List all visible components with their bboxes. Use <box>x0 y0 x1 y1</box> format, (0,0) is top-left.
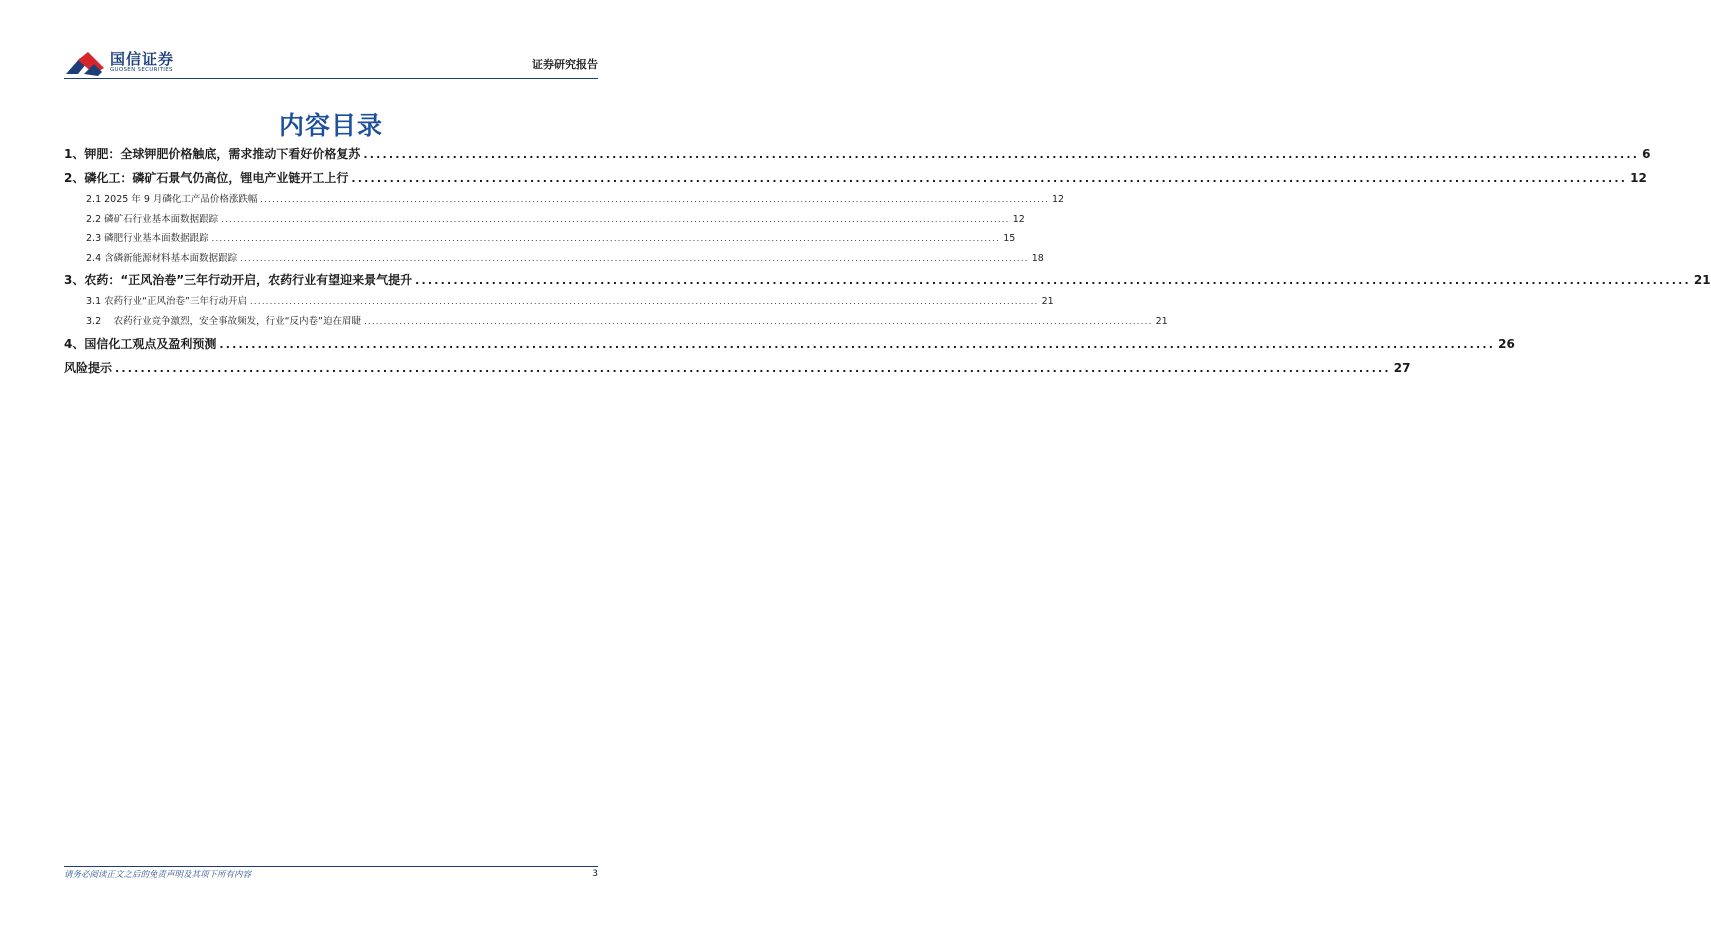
toc-entry-subsection[interactable] <box>64 292 1054 312</box>
toc-leader-dots: ........................................................................................................................................................................................................ <box>115 361 1391 375</box>
report-type-label: 证券研究报告 <box>532 58 598 71</box>
toc-entry-section[interactable] <box>64 166 1647 190</box>
toc-entry-subsection[interactable] <box>64 249 1044 269</box>
toc-entry-subsection[interactable] <box>64 312 1168 332</box>
toc-entry-label: 3.1 农药行业“正风治卷”三年行动开启 <box>86 296 247 308</box>
toc-entry-section[interactable] <box>64 332 1515 356</box>
logo-chinese-name: 国信证券 <box>110 50 175 68</box>
toc-entry-label: 风险提示 <box>64 360 113 375</box>
toc-entry-page: 21 <box>1693 273 1711 288</box>
toc-entry-section[interactable] <box>64 142 1651 166</box>
toc-leader-dots: ........................................................................................................................................................................................................ <box>260 195 1050 204</box>
toc-entry-label: 2.2 磷矿石行业基本面数据跟踪 <box>86 213 219 225</box>
toc-entry-label: 4、国信化工观点及盈利预测 <box>64 336 217 351</box>
toc-entry-subsection[interactable] <box>64 190 1065 210</box>
toc-leader-dots: ........................................................................................................................................................................................................ <box>211 234 1001 244</box>
toc-leader-dots: ........................................................................................................................................................................................................ <box>363 316 1153 326</box>
page-header <box>64 44 598 80</box>
toc-entry-page: 6 <box>1642 147 1651 161</box>
guosen-logo-icon <box>64 50 106 78</box>
toc-entry-label: 2.1 2025 年 9 月磷化工产品价格涨跌幅 <box>86 194 258 205</box>
page-number: 3 <box>592 869 598 879</box>
toc-entry-page: 27 <box>1393 360 1411 375</box>
table-of-contents <box>64 142 1711 380</box>
toc-entry-label: 3、农药：“正风治卷”三年行动开启，农药行业有望迎来景气提升 <box>64 273 413 288</box>
toc-leader-dots: ........................................................................................................................................................................................................ <box>351 172 1628 185</box>
toc-leader-dots: ........................................................................................................................................................................................................ <box>249 297 1039 307</box>
toc-entry-subsection[interactable] <box>64 210 1025 230</box>
toc-entry-label: 2、磷化工：磷矿石景气仍高位，锂电产业链开工上行 <box>64 171 349 185</box>
toc-title: 内容目录 <box>278 111 383 140</box>
header-divider <box>64 78 598 79</box>
toc-entry-label: 3.2 农药行业竞争激烈，安全事故频发，行业“反内卷”迫在眉睫 <box>86 315 361 327</box>
toc-entry-page: 26 <box>1498 336 1515 351</box>
toc-leader-dots: ........................................................................................................................................................................................................ <box>415 274 1691 288</box>
toc-entry-page: 21 <box>1155 315 1168 327</box>
toc-entry-page: 21 <box>1041 296 1054 308</box>
toc-entry-page: 18 <box>1031 252 1044 264</box>
toc-leader-dots: ........................................................................................................................................................................................................ <box>363 148 1640 161</box>
toc-entry-page: 12 <box>1012 213 1025 225</box>
company-logo <box>64 48 204 78</box>
footer-divider <box>64 866 598 867</box>
toc-entry-section[interactable] <box>64 268 1711 292</box>
toc-entry-label: 1、钾肥：全球钾肥价格触底，需求推动下看好价格复苏 <box>64 147 361 161</box>
toc-leader-dots: ........................................................................................................................................................................................................ <box>221 214 1010 224</box>
toc-leader-dots: ........................................................................................................................................................................................................ <box>240 253 1029 263</box>
footer-disclaimer: 请务必阅读正文之后的免责声明及其项下所有内容 <box>64 870 252 880</box>
toc-entry-label: 2.3 磷肥行业基本面数据跟踪 <box>86 233 209 245</box>
toc-leader-dots: ........................................................................................................................................................................................................ <box>219 337 1496 351</box>
toc-entry-section[interactable] <box>64 356 1411 380</box>
toc-entry-label: 2.4 含磷新能源材料基本面数据跟踪 <box>86 252 238 264</box>
logo-english-name: GUOSEN SECURITIES <box>110 67 173 73</box>
toc-entry-page: 12 <box>1052 194 1065 205</box>
toc-entry-subsection[interactable] <box>64 229 1016 249</box>
toc-entry-page: 12 <box>1630 171 1647 185</box>
toc-entry-page: 15 <box>1003 233 1016 245</box>
